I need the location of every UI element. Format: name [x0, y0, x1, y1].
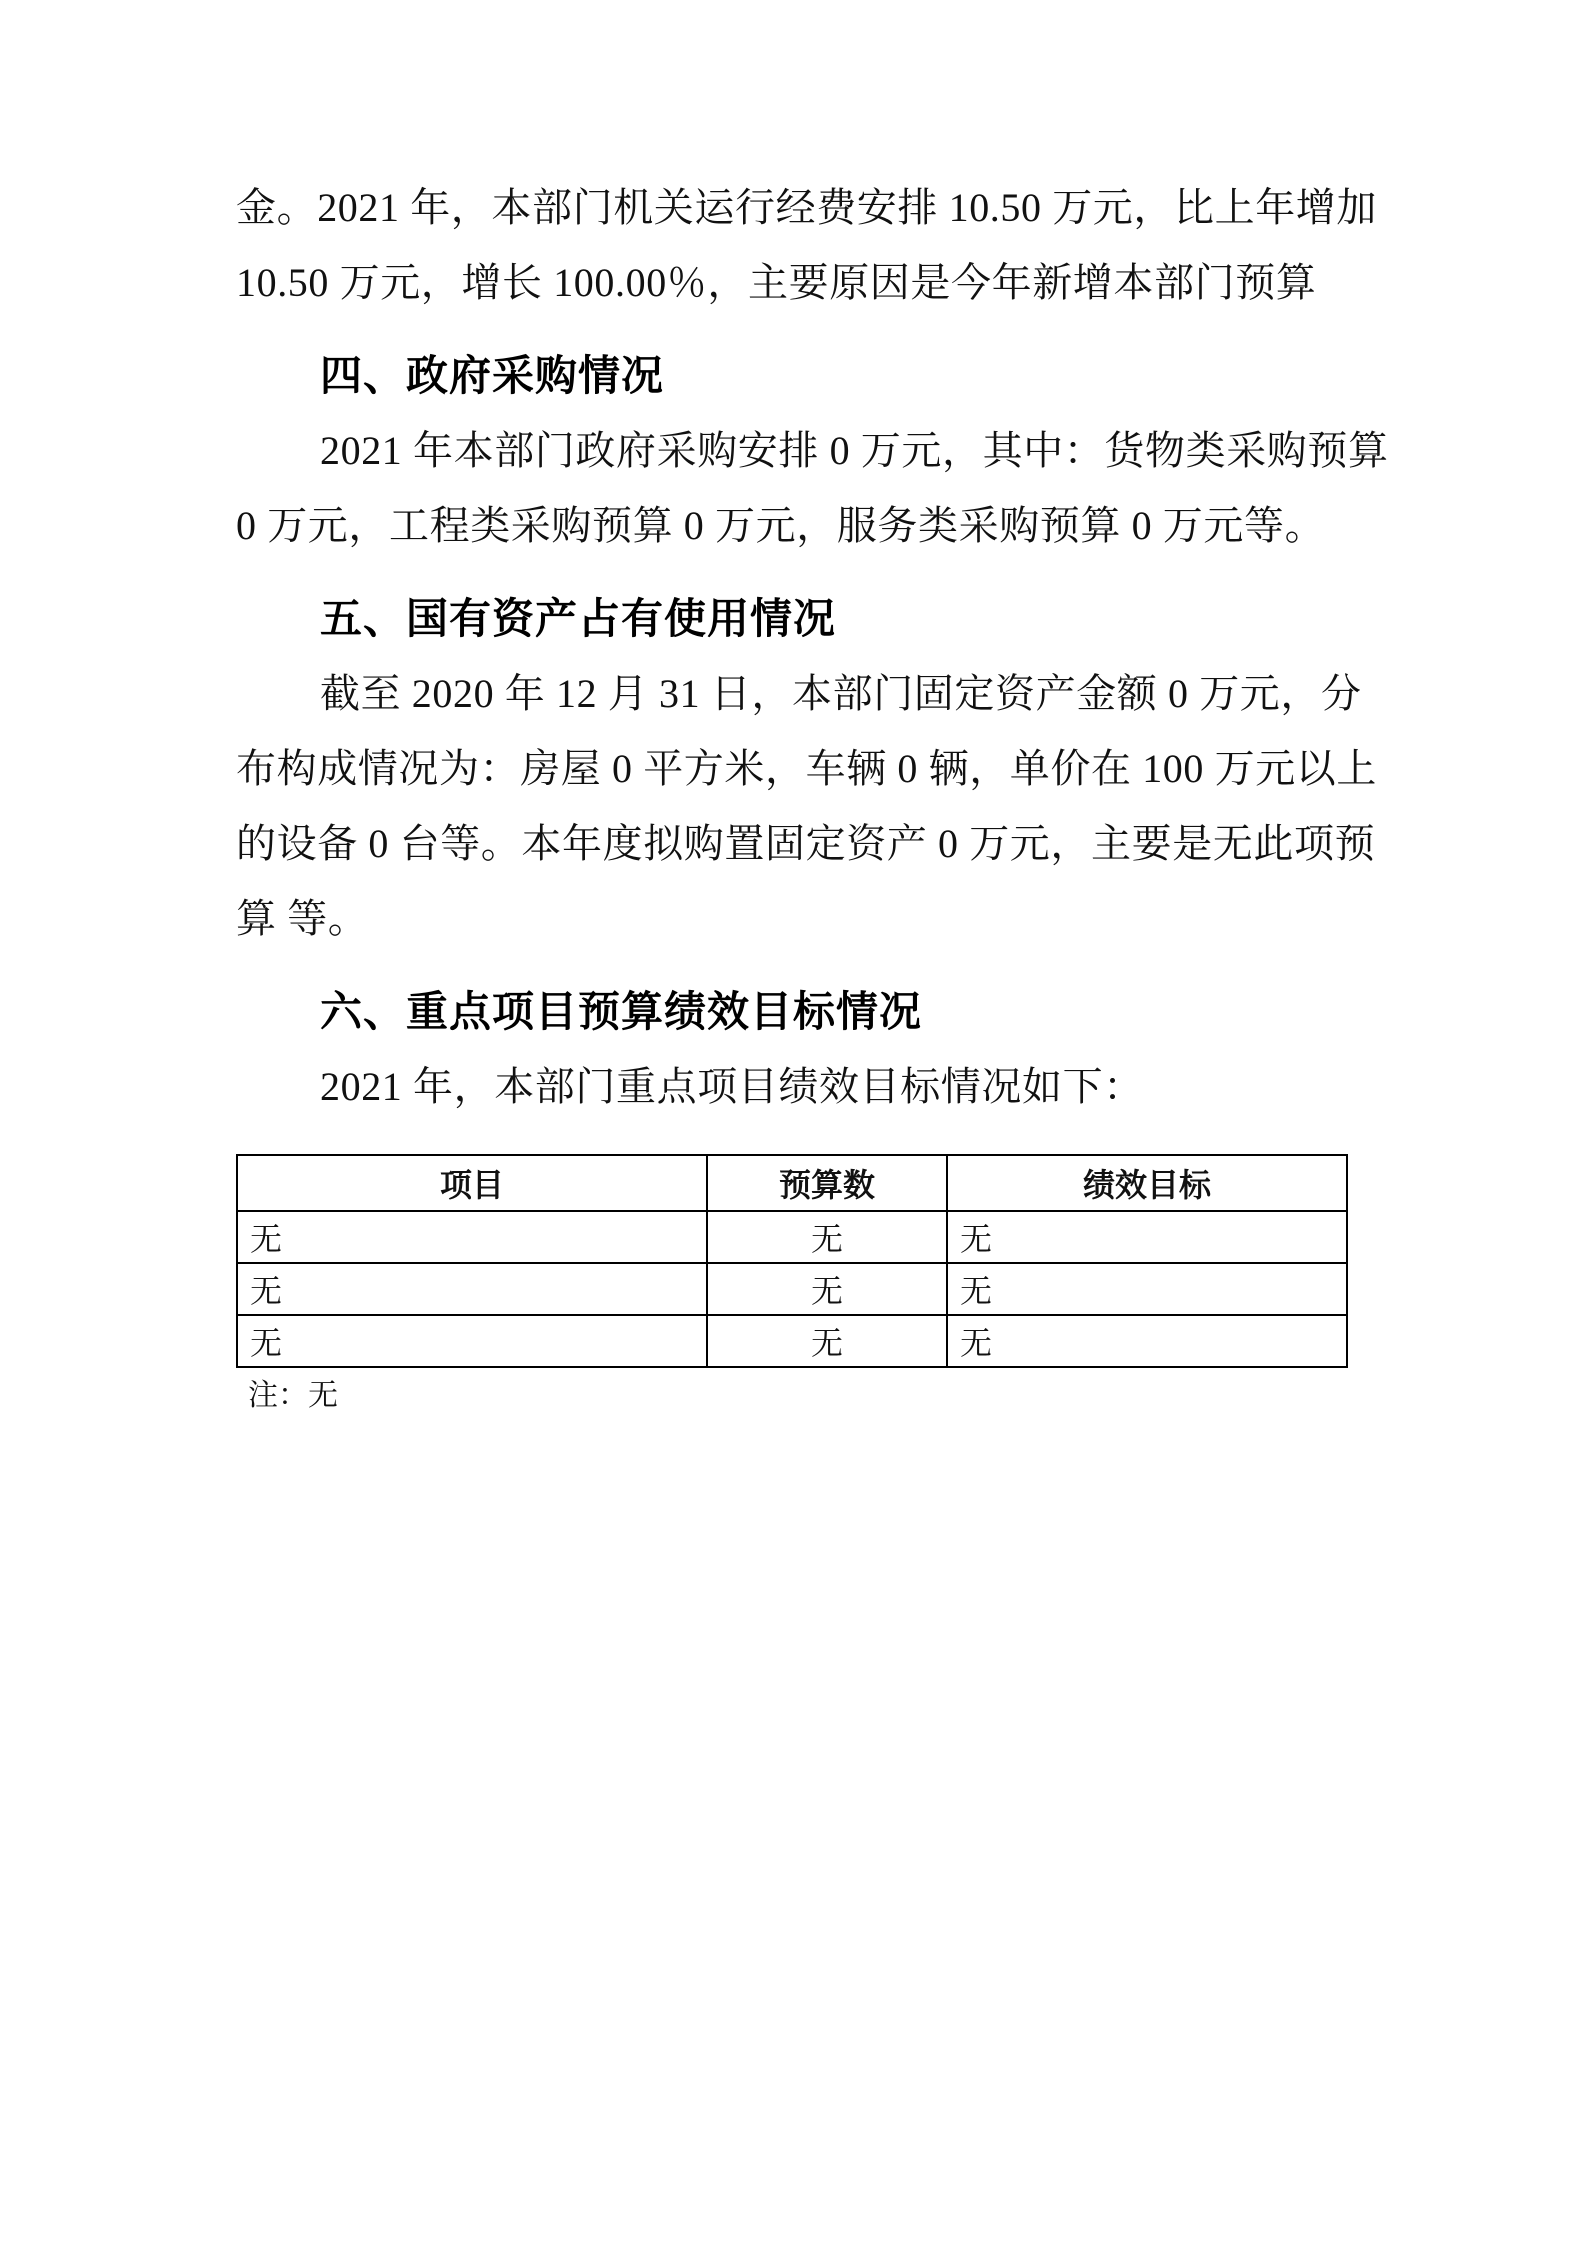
table-header — [237, 1155, 1347, 1211]
cell-target: 无 — [947, 1211, 1347, 1263]
heading-section-four: 四、政府采购情况 — [320, 352, 665, 399]
cell-item: 无 — [237, 1315, 707, 1367]
column-header-budget: 预算数 — [707, 1155, 947, 1211]
paragraph-line: 布构成情况为：房屋 0 平方米，车辆 0 辆，单价在 100 万元以上 — [236, 746, 1377, 791]
spacer — [236, 956, 1351, 974]
paragraph-line: 2021 年，本部门重点项目绩效目标情况如下： — [320, 1064, 1144, 1109]
spacer — [236, 563, 1351, 581]
paragraph-performance-intro — [236, 1049, 1351, 1124]
table-header-row — [237, 1155, 1347, 1211]
paragraph-line: 的设备 0 台等。本年度拟购置固定资产 0 万元，主要是无此项预 — [236, 821, 1376, 866]
paragraph-machine-operating-cost — [236, 170, 1377, 320]
paragraph-line: 2021 年本部门政府采购安排 0 万元，其中：货物类采购预算 — [320, 428, 1389, 473]
cell-item: 无 — [237, 1211, 707, 1263]
table-row — [237, 1211, 1347, 1263]
column-header-item: 项目 — [237, 1155, 707, 1211]
table-note: 注：无 — [248, 1379, 338, 1412]
table-row — [237, 1315, 1347, 1367]
cell-target: 无 — [947, 1263, 1347, 1315]
paragraph-government-procurement — [236, 413, 1389, 563]
page-content — [236, 170, 1389, 1424]
spacer — [236, 1124, 1351, 1154]
performance-target-table — [236, 1154, 1348, 1368]
cell-budget: 无 — [707, 1315, 947, 1367]
paragraph-state-owned-assets — [236, 656, 1377, 956]
cell-target: 无 — [947, 1315, 1347, 1367]
column-header-target: 绩效目标 — [947, 1155, 1347, 1211]
paragraph-line: 10.50 万元，增长 100.00％，主要原因是今年新增本部门预算 — [236, 260, 1317, 305]
paragraph-line: 金。2021 年，本部门机关运行经费安排 10.50 万元，比上年增加 — [236, 185, 1377, 230]
table-body — [237, 1211, 1347, 1367]
heading-section-five: 五、国有资产占有使用情况 — [320, 595, 837, 642]
paragraph-line: 算 等。 — [236, 896, 369, 941]
cell-budget: 无 — [707, 1263, 947, 1315]
cell-budget: 无 — [707, 1211, 947, 1263]
cell-item: 无 — [237, 1263, 707, 1315]
spacer — [236, 320, 1351, 338]
paragraph-line: 0 万元，工程类采购预算 0 万元，服务类采购预算 0 万元等。 — [236, 503, 1326, 548]
paragraph-line: 截至 2020 年 12 月 31 日，本部门固定资产金额 0 万元，分 — [320, 671, 1362, 716]
table-row — [237, 1263, 1347, 1315]
heading-section-six: 六、重点项目预算绩效目标情况 — [320, 988, 923, 1035]
